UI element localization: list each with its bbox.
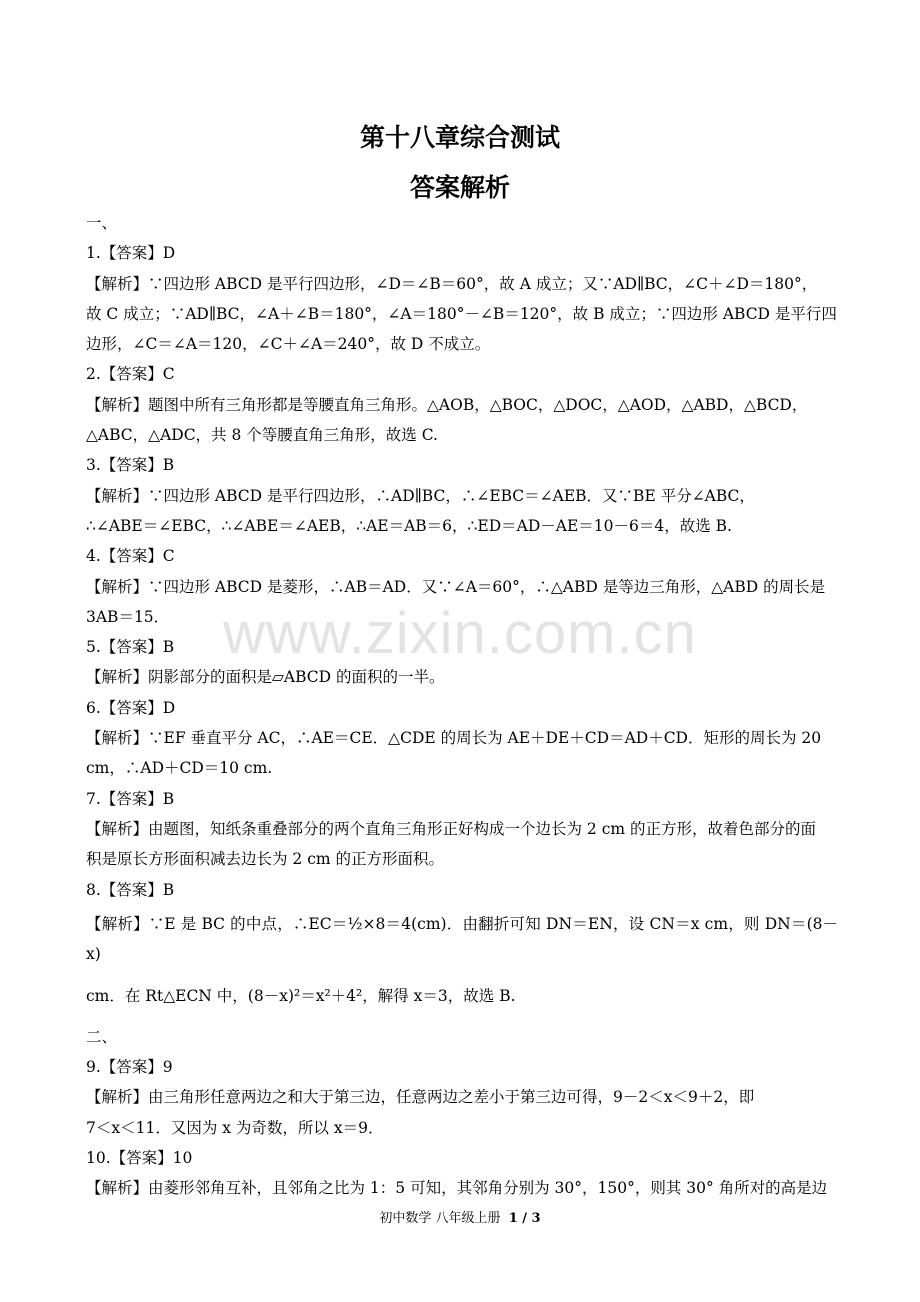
analysis-line: 边形，∠C＝∠A＝120，∠C＋∠A＝240°，故 D 不成立。 bbox=[86, 335, 491, 354]
answer-line: 6.【答案】D bbox=[86, 698, 176, 717]
analysis-line: 7＜x＜11．又因为 x 为奇数，所以 x＝9． bbox=[86, 1118, 384, 1137]
page-number: 1 / 3 bbox=[508, 1211, 541, 1226]
answer-line: 1.【答案】D bbox=[86, 244, 176, 263]
answer-line: 5.【答案】B bbox=[86, 638, 175, 657]
analysis-line: 故 C 成立；∵AD∥BC，∠A＋∠B＝180°，∠A＝180°－∠B＝120°，故 B 成立；∵四边形 ABCD 是平行四 bbox=[86, 304, 837, 323]
analysis-line: 3AB＝15． bbox=[86, 607, 170, 626]
analysis-line: cm，∴AD＋CD＝10 cm. bbox=[86, 759, 273, 778]
analysis-line: 【解析】∵EF 垂直平分 AC，∴AE＝CE．△CDE 的周长为 AE＋DE＋CD＝AD＋CD．矩形的周长为 20 bbox=[86, 729, 822, 748]
page-title: 第十八章综合测试 bbox=[359, 123, 560, 152]
analysis-line: 【解析】由题图，知纸条重叠部分的两个直角三角形正好构成一个边长为 2 cm 的正方形，故着色部分的面 bbox=[86, 819, 817, 838]
analysis-line: 积是原长方形面积减去边长为 2 cm 的正方形面积。 bbox=[86, 850, 445, 869]
watermark: www.zixin.com.cn bbox=[223, 601, 697, 666]
analysis-line: 【解析】∵E 是 BC 的中点，∴EC＝½×8＝4(cm)．由翻折可知 DN＝EN，设 CN＝x cm，则 DN＝(8－x) bbox=[86, 914, 838, 964]
analysis-line: 【解析】∵四边形 ABCD 是平行四边形，∠D＝∠B＝60°，故 A 成立；又∵AD∥BC，∠C＋∠D＝180°， bbox=[86, 274, 818, 293]
analysis-line: ∴∠ABE＝∠EBC，∴∠ABE＝∠AEB，∴AE＝AB＝6，∴ED＝AD－AE＝10－6＝4，故选 B. bbox=[86, 516, 732, 535]
page-subtitle: 答案解析 bbox=[409, 173, 510, 202]
analysis-line: 【解析】题图中所有三角形都是等腰直角三角形。△AOB，△BOC，△DOC，△AOD，△ABD，△BCD， bbox=[86, 395, 808, 414]
analysis-line: cm．在 Rt△ECN 中，(8－x)²＝x²＋4²，解得 x＝3，故选 B. bbox=[86, 987, 516, 1006]
analysis-line: 【解析】阴影部分的面积是▱ABCD 的面积的一半。 bbox=[86, 668, 445, 687]
analysis-line: 【解析】由三角形任意两边之和大于第三边，任意两边之差小于第三边可得，9－2＜x＜9＋2，即 bbox=[86, 1088, 755, 1107]
answer-line: 10.【答案】10 bbox=[86, 1148, 193, 1167]
answer-content bbox=[86, 208, 838, 1204]
answer-line: 8.【答案】B bbox=[86, 880, 175, 899]
section-heading: 二、 bbox=[86, 1027, 118, 1046]
analysis-line: △ABC，△ADC，共 8 个等腰直角三角形，故选 C. bbox=[86, 426, 438, 445]
footer-text: 初中数学 八年级上册 bbox=[379, 1211, 501, 1226]
answer-line: 4.【答案】C bbox=[86, 547, 175, 566]
analysis-line: 【解析】∵四边形 ABCD 是菱形，∴AB＝AD．又∵∠A＝60°，∴△ABD 是等边三角形，△ABD 的周长是 bbox=[86, 577, 826, 596]
analysis-line: 【解析】∵四边形 ABCD 是平行四边形，∴AD∥BC，∴∠EBC＝∠AEB．又∵BE 平分∠ABC， bbox=[86, 486, 755, 505]
analysis-line: 【解析】由菱形邻角互补，且邻角之比为 1：5 可知，其邻角分别为 30°，150°，则其 30° 角所对的高是边 bbox=[86, 1179, 828, 1198]
section-heading: 一、 bbox=[86, 214, 118, 232]
answer-line: 7.【答案】B bbox=[86, 789, 175, 808]
answer-line: 9.【答案】9 bbox=[86, 1058, 173, 1077]
answer-line: 3.【答案】B bbox=[86, 456, 175, 475]
page-footer bbox=[0, 1207, 920, 1226]
answer-line: 2.【答案】C bbox=[86, 365, 175, 384]
